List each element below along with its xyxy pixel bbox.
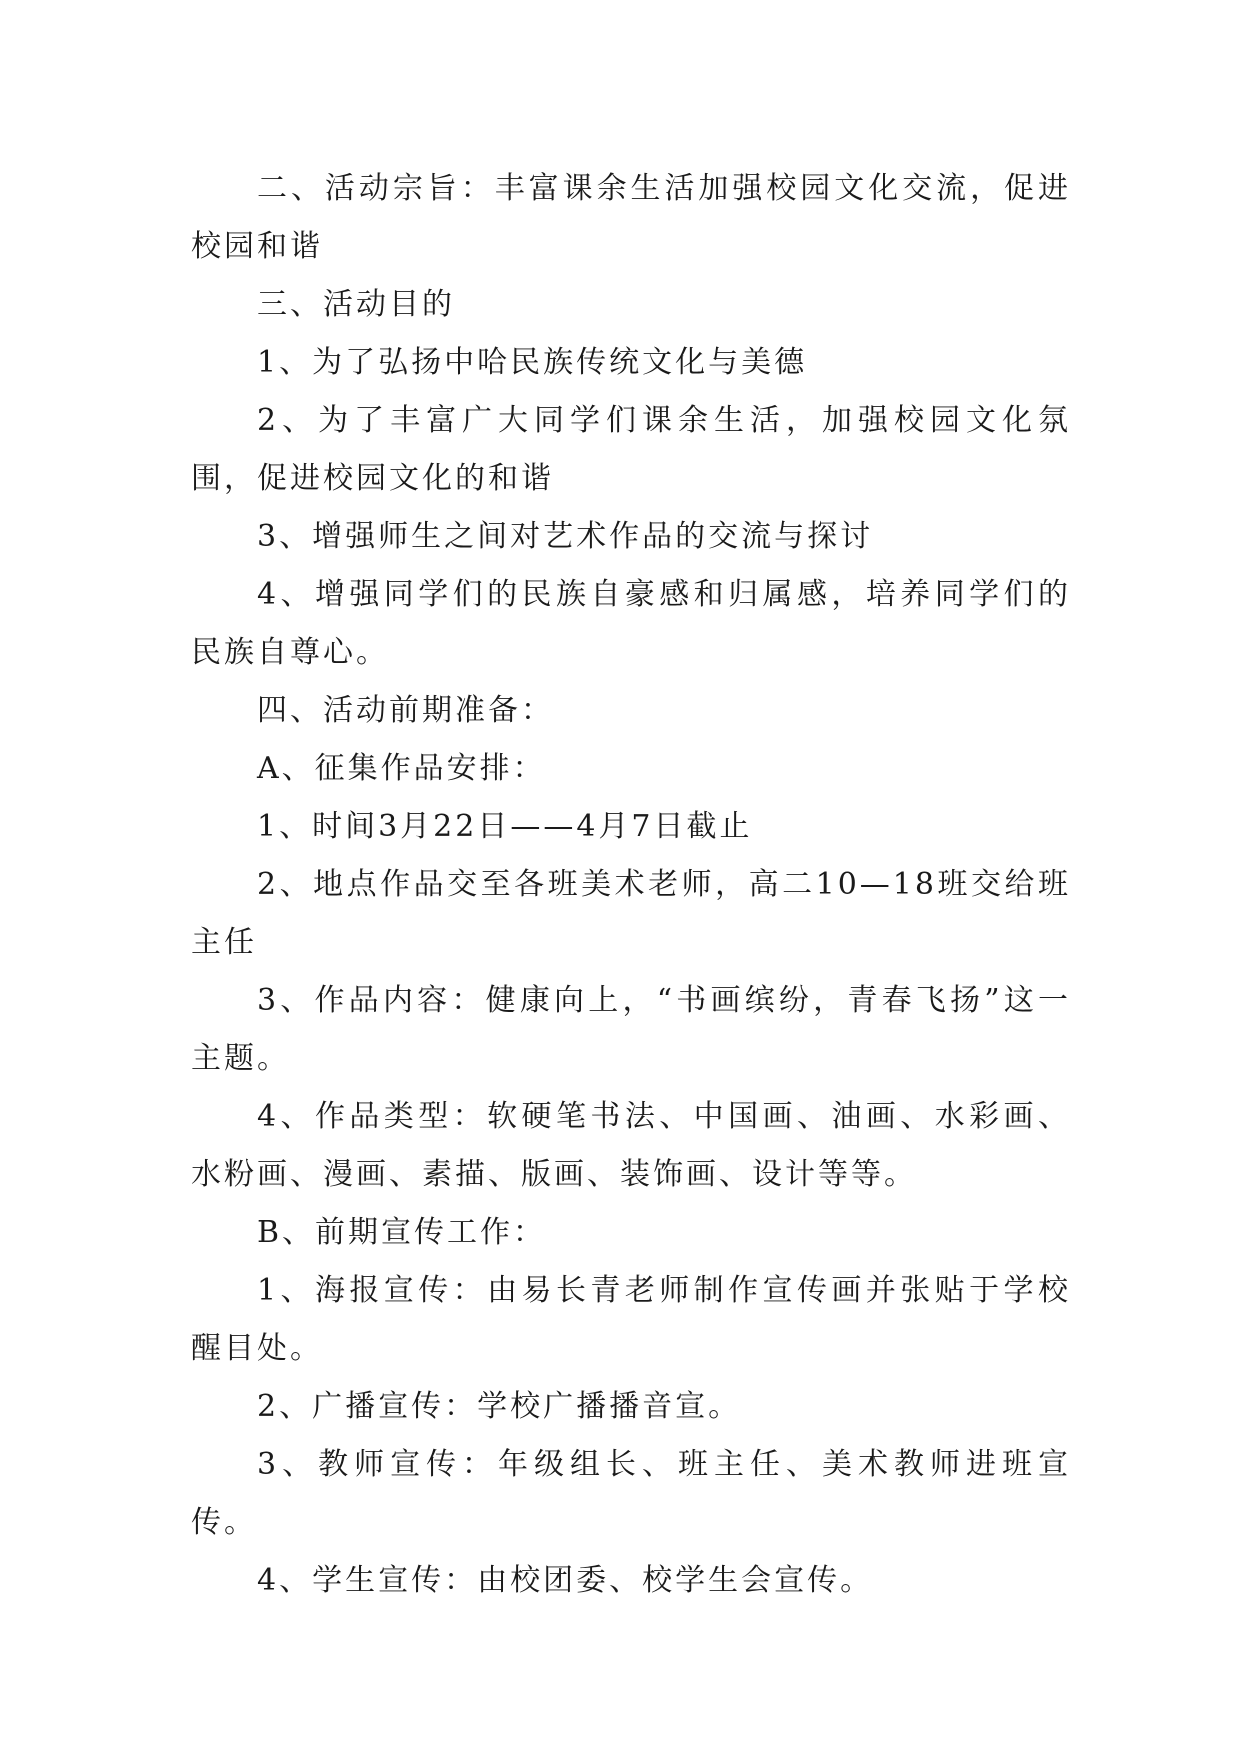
collection-item-types: 4、作品类型：软硬笔书法、中国画、油画、水彩画、水粉画、漫画、素描、版画、装饰画、设计等等。 xyxy=(191,1099,1071,1192)
publicity-item-broadcast: 2、广播宣传：学校广播播音宣。 xyxy=(257,1389,742,1424)
paragraph-purpose: 二、活动宗旨：丰富课余生活加强校园文化交流，促进校园和谐 xyxy=(191,171,1071,264)
goal-item-2: 2、为了丰富广大同学们课余生活，加强校园文化氛围，促进校园文化的和谐 xyxy=(191,403,1071,496)
heading-goals: 三、活动目的 xyxy=(257,287,455,322)
subheading-publicity: B、前期宣传工作： xyxy=(257,1215,547,1250)
heading-preparation: 四、活动前期准备： xyxy=(257,693,554,728)
publicity-item-poster: 1、海报宣传：由易长青老师制作宣传画并张贴于学校醒目处。 xyxy=(191,1273,1071,1366)
collection-item-time: 1、时间3月22日——4月7日截止 xyxy=(257,809,753,844)
publicity-item-student: 4、学生宣传：由校团委、校学生会宣传。 xyxy=(257,1563,874,1598)
collection-item-content: 3、作品内容：健康向上，“书画缤纷，青春飞扬”这一主题。 xyxy=(191,983,1071,1076)
document-body xyxy=(191,160,1071,1610)
publicity-item-teacher: 3、教师宣传：年级组长、班主任、美术教师进班宣传。 xyxy=(191,1447,1071,1540)
collection-item-place: 2、地点作品交至各班美术老师，高二10—18班交给班主任 xyxy=(191,867,1071,960)
goal-item-3: 3、增强师生之间对艺术作品的交流与探讨 xyxy=(257,519,874,554)
goal-item-4: 4、增强同学们的民族自豪感和归属感，培养同学们的民族自尊心。 xyxy=(191,577,1071,670)
subheading-collection: A、征集作品安排： xyxy=(257,751,546,786)
goal-item-1: 1、为了弘扬中哈民族传统文化与美德 xyxy=(257,345,808,380)
